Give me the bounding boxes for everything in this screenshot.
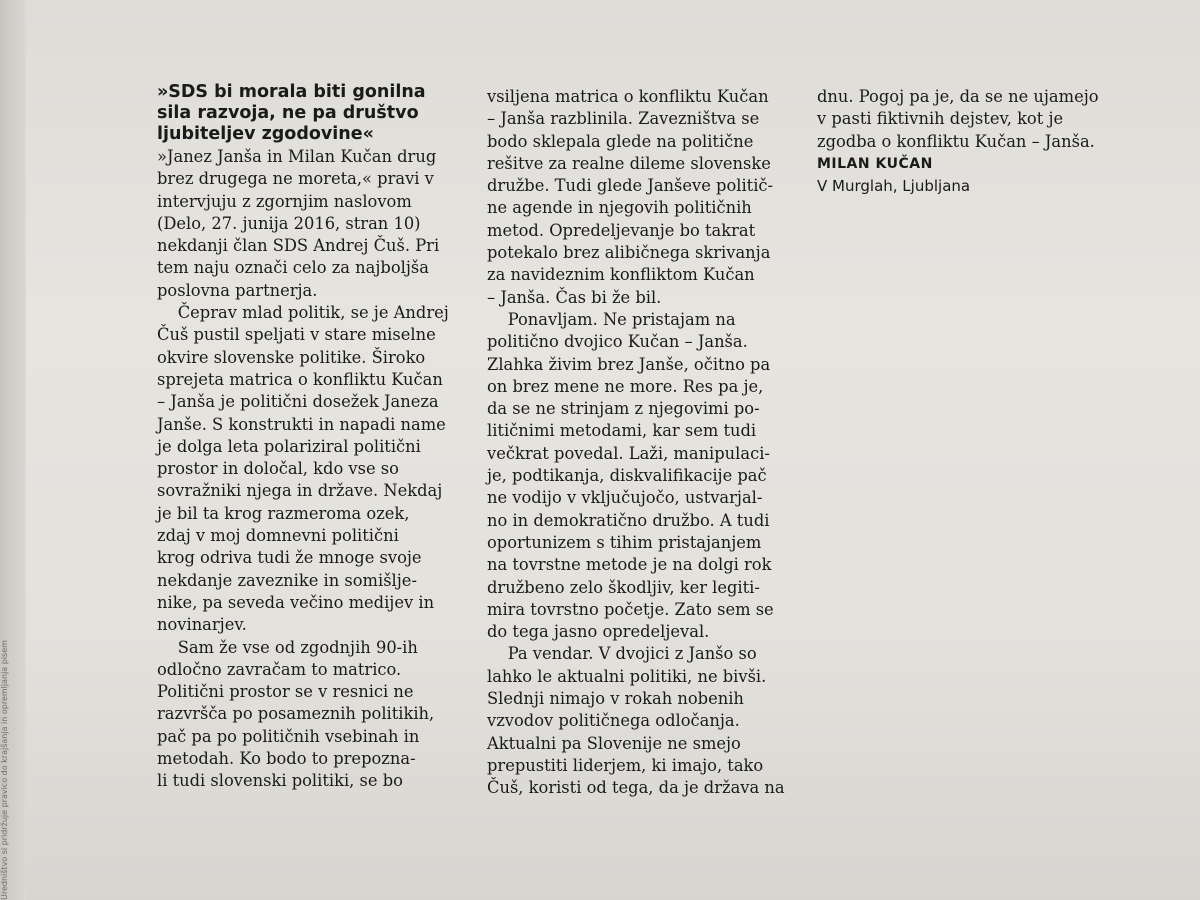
text-line: prepustiti liderjem, ki imajo, tako: [487, 755, 764, 775]
signature-place: V Murglah, Ljubljana: [817, 176, 971, 195]
text-line: zdaj v moj domnevni politični: [157, 526, 399, 546]
column-2-text: [487, 86, 805, 800]
text-line: v pasti fiktivnih dejstev, kot je: [817, 109, 1064, 129]
article-column-2: [487, 86, 805, 800]
text-line: ne vodijo v vključujočo, ustvarjal-: [487, 488, 763, 508]
article-column-1: [157, 82, 469, 793]
text-line: – Janša je politični dosežek Janeza: [157, 392, 439, 412]
text-line: družbeno zelo škodljiv, ker legiti-: [487, 577, 760, 597]
text-line: do tega jasno opredeljeval.: [487, 622, 710, 642]
text-line: prostor in določal, kdo vse so: [157, 459, 399, 479]
text-line: družbe. Tudi glede Janševe politič-: [487, 176, 774, 196]
text-line: pač pa po političnih vsebinah in: [157, 726, 420, 746]
text-line: sprejeta matrica o konfliktu Kučan: [157, 369, 443, 389]
text-line: je dolga leta polariziral politični: [157, 436, 421, 456]
text-line: Zlahka živim brez Janše, očitno pa: [487, 354, 771, 374]
text-line: da se ne strinjam z njegovimi po-: [487, 399, 760, 419]
text-line: za navideznim konfliktom Kučan: [487, 265, 755, 285]
text-line: Pa vendar. V dvojici z Janšo so: [487, 644, 757, 664]
text-line: on brez mene ne more. Res pa je,: [487, 376, 764, 396]
text-line: na tovrstne metode je na dolgi rok: [487, 555, 772, 575]
text-line: poslovna partnerja.: [157, 280, 318, 300]
column-3-text: [817, 86, 1117, 153]
text-line: lahko le aktualni politiki, ne bivši.: [487, 666, 767, 686]
text-line: – Janša razblinila. Zavezništva se: [487, 109, 760, 129]
text-line: večkrat povedal. Laži, manipulaci-: [487, 443, 770, 463]
text-line: oportunizem s tihim pristajanjem: [487, 532, 762, 552]
text-line: vzvodov političnega odločanja.: [487, 711, 740, 731]
column-1-text: [157, 146, 469, 793]
text-line: metodah. Ko bodo to prepozna-: [157, 749, 416, 769]
text-line: Slednji nimajo v rokah nobenih: [487, 689, 744, 709]
side-note: Uredništvo si pridržuje pravico do krajšanja in opremljanja pisem: [0, 640, 9, 900]
article-headline: »SDS bi morala biti gonilna sila razvoja, ne pa društvo ljubiteljev zgodovine«: [157, 82, 426, 144]
text-line: odločno zavračam to matrico.: [157, 659, 402, 679]
text-line: Janše. S konstrukti in napadi name: [157, 414, 446, 434]
text-line: Aktualni pa Slovenije ne smejo: [487, 733, 741, 753]
text-line: metod. Opredeljevanje bo takrat: [487, 220, 756, 240]
text-line: razvršča po posameznih politikih,: [157, 704, 435, 724]
text-line: litičnimi metodami, kar sem tudi: [487, 421, 757, 441]
text-line: »Janez Janša in Milan Kučan drug: [157, 147, 437, 166]
text-line: nike, pa seveda večino medijev in: [157, 592, 435, 612]
text-line: nekdanje zaveznike in somišlje-: [157, 570, 417, 590]
text-line: rešitve za realne dileme slovenske: [487, 153, 771, 173]
text-line: Čuš, koristi od tega, da je država na: [487, 778, 785, 798]
text-line: zgodba o konfliktu Kučan – Janša.: [817, 131, 1095, 151]
text-line: sovražniki njega in države. Nekdaj: [157, 481, 443, 501]
text-line: bodo sklepala glede na politične: [487, 131, 754, 151]
text-line: je bil ta krog razmeroma ozek,: [157, 503, 410, 523]
text-line: Sam že vse od zgodnjih 90-ih: [157, 637, 418, 657]
text-line: ne agende in njegovih političnih: [487, 198, 752, 218]
text-line: mira tovrstno početje. Zato sem se: [487, 599, 774, 619]
article-column-3: [817, 86, 1117, 197]
text-line: potekalo brez alibičnega skrivanja: [487, 243, 771, 263]
text-line: Ponavljam. Ne pristajam na: [487, 309, 736, 329]
text-line: je, podtikanja, diskvalifikacije pač: [487, 466, 767, 486]
text-line: intervjuju z zgornjim naslovom: [157, 191, 412, 211]
text-line: Čeprav mlad politik, se je Andrej: [157, 303, 449, 323]
text-line: krog odriva tudi že mnoge svoje: [157, 548, 422, 568]
text-line: okvire slovenske politike. Široko: [157, 347, 426, 367]
text-line: Politični prostor se v resnici ne: [157, 682, 414, 702]
text-line: no in demokratično družbo. A tudi: [487, 510, 770, 530]
text-line: brez drugega ne moreta,« pravi v: [157, 169, 434, 189]
text-line: Čuš pustil speljati v stare miselne: [157, 325, 436, 345]
text-line: (Delo, 27. junija 2016, stran 10): [157, 213, 421, 233]
text-line: politično dvojico Kučan – Janša.: [487, 332, 748, 352]
text-line: novinarjev.: [157, 615, 247, 635]
text-line: – Janša. Čas bi že bil.: [487, 287, 662, 307]
text-line: dnu. Pogoj pa je, da se ne ujamejo: [817, 87, 1099, 106]
text-line: nekdanji član SDS Andrej Čuš. Pri: [157, 236, 440, 256]
text-line: li tudi slovenski politiki, se bo: [157, 771, 403, 791]
text-line: tem naju označi celo za najboljša: [157, 258, 429, 278]
signature-name: MILAN KUČAN: [817, 155, 933, 172]
text-line: vsiljena matrica o konfliktu Kučan: [487, 87, 769, 106]
